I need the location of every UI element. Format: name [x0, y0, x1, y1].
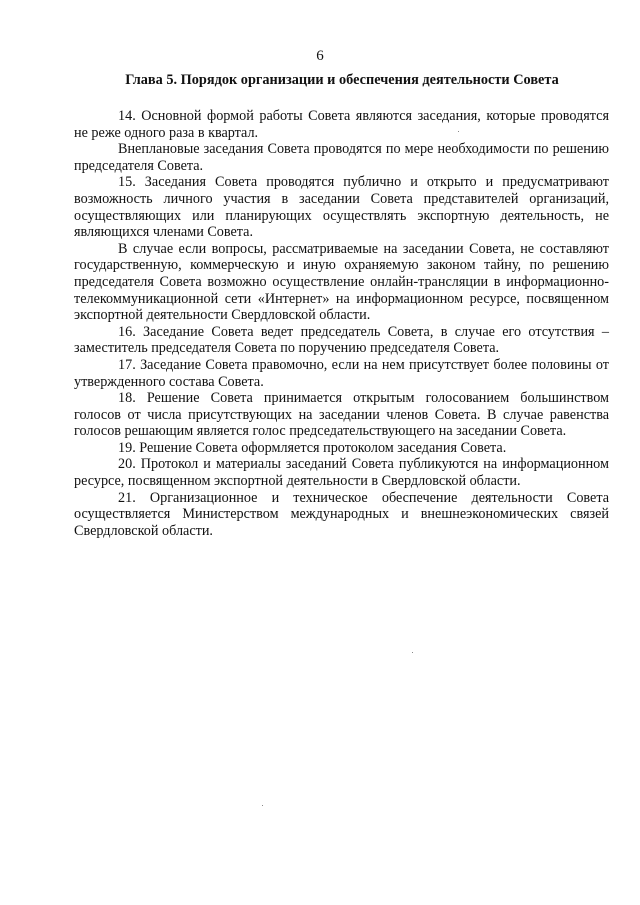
- paragraph-15: 15. Заседания Совета проводятся публично и открыто и предусматривают возможность личного участия в заседании Совета представителей организаций, осуществляющих или планирующих осуществлять экспортную деятельность, не являющихся членами Совета.: [74, 174, 609, 241]
- scan-speck: [458, 131, 459, 132]
- scan-speck: [412, 652, 413, 653]
- document-body: [74, 108, 609, 539]
- paragraph-21: 21. Организационное и техническое обеспечение деятельности Совета осуществляется Министерством международных и внешнеэкономических связей Свердловской области.: [74, 489, 609, 539]
- paragraph-16: 16. Заседание Совета ведет председатель Совета, в случае его отсутствия – заместитель председателя Совета по поручению председателя Совета.: [74, 323, 609, 357]
- paragraph-14: 14. Основной формой работы Совета являются заседания, которые проводятся не реже одного раза в квартал.: [74, 108, 609, 141]
- paragraph-20: 20. Протокол и материалы заседаний Совета публикуются на информационном ресурсе, посвященном экспортной деятельности в Свердловской области.: [74, 456, 609, 490]
- paragraph-14-extra: Внеплановые заседания Совета проводятся по мере необходимости по решению председателя Совета.: [74, 141, 609, 174]
- paragraph-18: 18. Решение Совета принимается открытым голосованием большинством голосов от числа присутствующих на заседании членов Совета. В случае равенства голосов решающим является голос председательствующего на заседании Совета.: [74, 390, 609, 440]
- paragraph-15-extra: В случае если вопросы, рассматриваемые на заседании Совета, не составляют государственную, коммерческую и иную охраняемую законом тайну, по решению председателя Совета возможно осуществление онлайн-трансляции в информационно-телекоммуникационной сети «Интернет» на информационном ресурсе, посвященном экспортной деятельности Свердловской области.: [74, 240, 609, 324]
- scan-speck: [262, 805, 263, 806]
- paragraph-17: 17. Заседание Совета правомочно, если на нем присутствует более половины от утвержденного состава Совета.: [74, 356, 609, 390]
- chapter-title: Глава 5. Порядок организации и обеспечения деятельности Совета: [125, 72, 559, 88]
- paragraph-19: 19. Решение Совета оформляется протоколом заседания Совета.: [118, 439, 507, 456]
- page-number: 6: [316, 48, 324, 64]
